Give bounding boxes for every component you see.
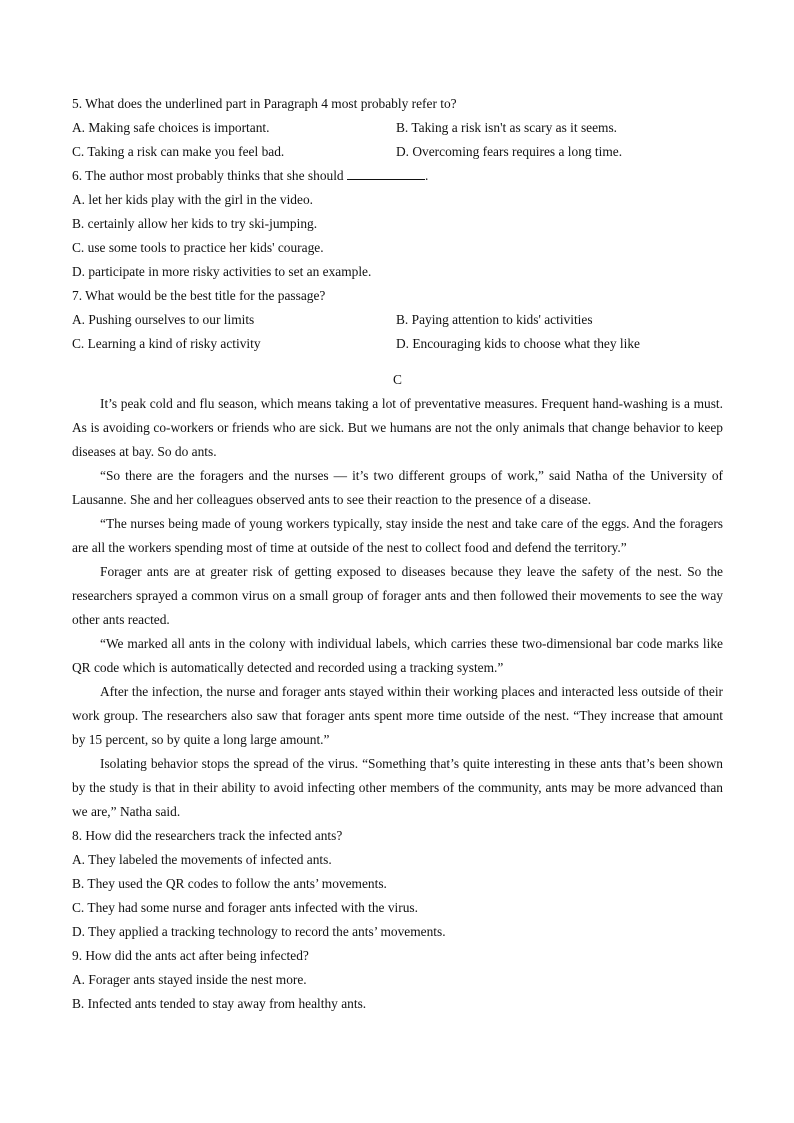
question-7-option-b: B. Paying attention to kids' activities (396, 312, 593, 327)
question-6-option-d: D. participate in more risky activities to set an example. (72, 264, 372, 279)
question-7-stem: 7. What would be the best title for the passage? (72, 288, 326, 303)
question-7-option-c: C. Learning a kind of risky activity (72, 336, 261, 351)
question-5-options-row-2 (72, 140, 723, 164)
question-6-option-b: B. certainly allow her kids to try ski-jumping. (72, 216, 318, 231)
question-9-stem: 9. How did the ants act after being infected? (72, 948, 309, 963)
question-7-option-a: A. Pushing ourselves to our limits (72, 312, 255, 327)
section-c-heading: C (393, 372, 402, 387)
passage-paragraph-5: “We marked all ants in the colony with individual labels, which carries these two-dimensional bar code marks like QR code which is automatically detected and recorded using a tracking system.” (72, 636, 723, 675)
passage-paragraph-3: “The nurses being made of young workers typically, stay inside the nest and take care of the eggs. And the foragers are all the workers spending most of time at outside of the nest to collect food and defend the territory.” (72, 516, 723, 555)
question-8-option-d: D. They applied a tracking technology to record the ants’ movements. (72, 924, 446, 939)
question-7-options-row-1 (72, 308, 723, 332)
question-6-stem-end: . (425, 168, 429, 183)
question-5-option-b: B. Taking a risk isn't as scary as it seems. (396, 120, 618, 135)
passage-paragraph-6: After the infection, the nurse and forager ants stayed within their working places and interacted less outside of their work group. The researchers also saw that forager ants spent more time outside of the nest. “They increase that amount by 15 percent, so by quite a long large amount.” (72, 684, 723, 747)
question-7-option-d: D. Encouraging kids to choose what they like (396, 336, 640, 351)
question-6-option-c: C. use some tools to practice her kids' courage. (72, 240, 324, 255)
question-8-option-b: B. They used the QR codes to follow the ants’ movements. (72, 876, 387, 891)
question-7-options-row-2 (72, 332, 723, 356)
passage-paragraph-4: Forager ants are at greater risk of getting exposed to diseases because they leave the safety of the nest. So the researchers sprayed a common virus on a small group of forager ants and then followed their movements to see the way other ants reacted. (72, 564, 723, 627)
question-9-option-b: B. Infected ants tended to stay away from healthy ants. (72, 996, 367, 1011)
question-5-option-d: D. Overcoming fears requires a long time. (396, 144, 623, 159)
passage-paragraph-2: “So there are the foragers and the nurses — it’s two different groups of work,” said Natha of the University of Lausanne. She and her colleagues observed ants to see their reaction to the presence of a disease. (72, 468, 723, 507)
question-5-stem: 5. What does the underlined part in Paragraph 4 most probably refer to? (72, 96, 457, 111)
question-8-stem: 8. How did the researchers track the infected ants? (72, 828, 343, 843)
question-5-option-c: C. Taking a risk can make you feel bad. (72, 144, 285, 159)
question-6-stem-text: 6. The author most probably thinks that she should (72, 168, 344, 183)
passage-paragraph-7: Isolating behavior stops the spread of the virus. “Something that’s quite interesting in these ants that’s been shown by the study is that in their ability to avoid infecting other members of the community, ants may be more advanced than we are,” Natha said. (72, 756, 723, 819)
question-6-option-a: A. let her kids play with the girl in the video. (72, 192, 313, 207)
passage-paragraph-1: It’s peak cold and flu season, which means taking a lot of preventative measures. Frequent hand-washing is a must. As is avoiding co-workers or friends who are sick. But we humans are not the only animals that change behavior to keep diseases at bay. So do ants. (72, 396, 723, 459)
question-6-stem (72, 164, 723, 188)
page-content (72, 92, 723, 1016)
question-8-option-c: C. They had some nurse and forager ants infected with the virus. (72, 900, 418, 915)
question-8-option-a: A. They labeled the movements of infected ants. (72, 852, 332, 867)
question-6-answer-blank (347, 165, 425, 180)
question-5-option-a: A. Making safe choices is important. (72, 120, 270, 135)
question-9-option-a: A. Forager ants stayed inside the nest more. (72, 972, 307, 987)
question-5-options-row-1 (72, 116, 723, 140)
